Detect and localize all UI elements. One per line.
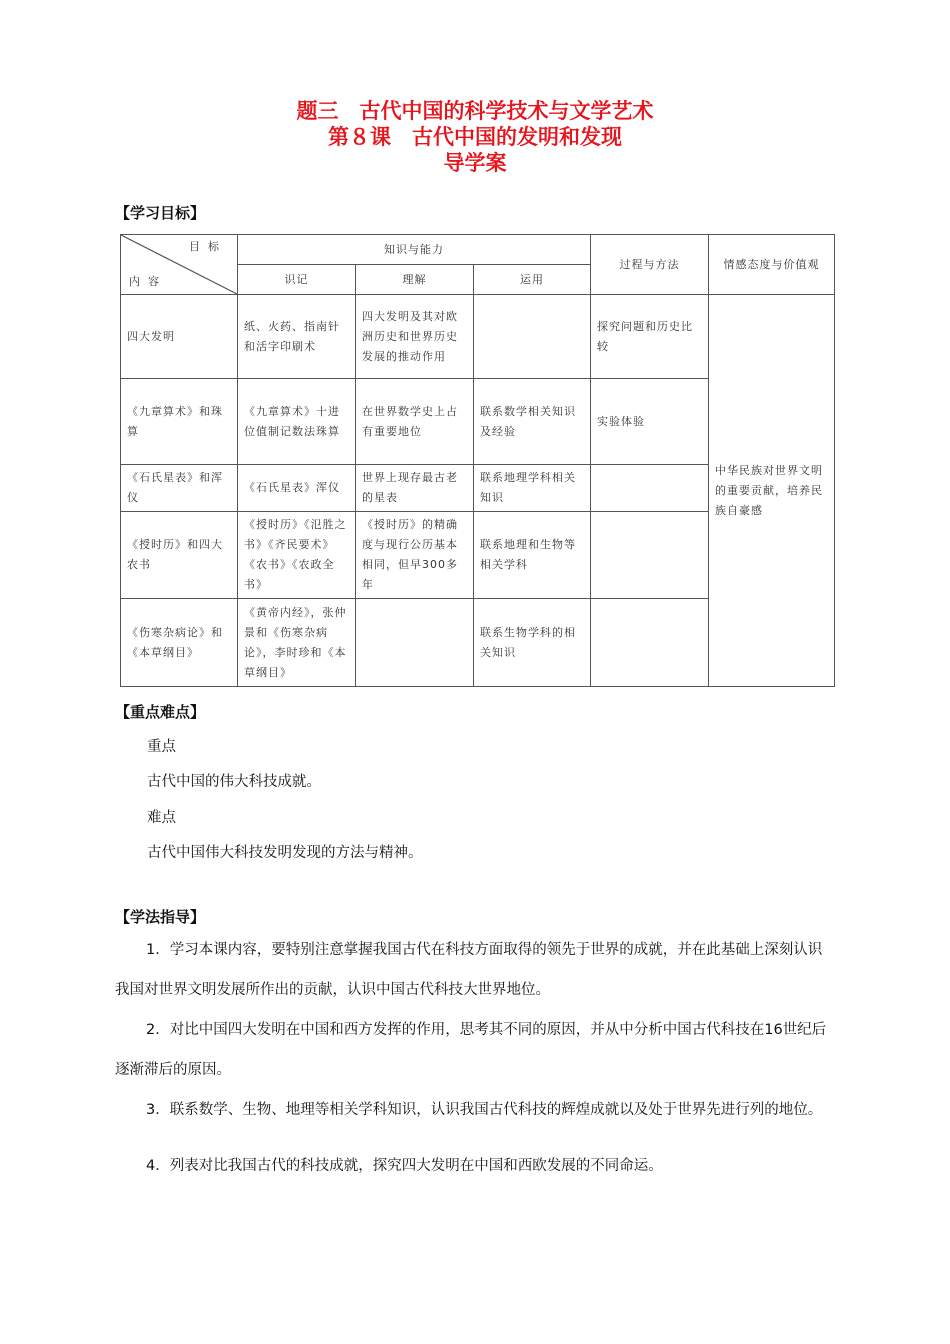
apply-cell: 联系数学相关知识及经验 (474, 379, 591, 465)
difficult-point-label: 难点 (147, 810, 176, 826)
apply-header: 运用 (474, 265, 591, 295)
table-row (121, 295, 835, 379)
apply-cell: 联系地理和生物等相关学科 (474, 512, 591, 599)
process-cell (591, 512, 709, 599)
topic-title: 题三 古代中国的科学技术与文学艺术 (296, 99, 654, 123)
process-cell (591, 599, 709, 687)
recall-cell: 《黄帝内经》，张仲景和《伤寒杂病论》，李时珍和《本草纲目》 (238, 599, 356, 687)
objectives-heading: 【学习目标】 (115, 204, 206, 222)
content-cell: 《九章算术》和珠算 (121, 379, 238, 465)
content-cell: 《授时历》和四大农书 (121, 512, 238, 599)
guidance-item: 3．联系数学、生物、地理等相关学科知识，认识我国古代科技的辉煌成就以及处于世界先进行列的地位。 (146, 1102, 823, 1118)
content-cell: 《伤寒杂病论》和《本草纲目》 (121, 599, 238, 687)
objectives-table (120, 234, 835, 687)
guidance-list (115, 930, 835, 1186)
apply-cell: 联系地理学科相关知识 (474, 465, 591, 512)
apply-cell: 联系生物学科的相关知识 (474, 599, 591, 687)
understand-cell: 四大发明及其对欧洲历史和世界历史发展的推动作用 (356, 295, 474, 379)
guidance-item: 1．学习本课内容，要特别注意掌握我国古代在科技方面取得的领先于世界的成就，并在此基础上深刻认识我国对世界文明发展所作出的贡献，认识中国古代科技大世界地位。 (115, 942, 823, 998)
emotion-cell: 中华民族对世界文明的重要贡献，培养民族自豪感 (709, 295, 835, 687)
content-cell: 《石氏星表》和浑仪 (121, 465, 238, 512)
doc-type-title: 导学案 (443, 151, 507, 175)
process-cell (591, 465, 709, 512)
recall-cell: 《九章算术》十进位值制记数法珠算 (238, 379, 356, 465)
emotion-value-header: 情感态度与价值观 (709, 235, 835, 295)
understand-cell (356, 599, 474, 687)
process-method-header: 过程与方法 (591, 235, 709, 295)
recall-cell: 《授时历》《氾胜之书》《齐民要术》《农书》《农政全书》 (238, 512, 356, 599)
guidance-item: 2．对比中国四大发明在中国和西方发挥的作用，思考其不同的原因，并从中分析中国古代科技在16世纪后逐渐滞后的原因。 (115, 1022, 827, 1078)
key-points-heading: 【重点难点】 (115, 703, 206, 721)
knowledge-ability-header: 知识与能力 (238, 235, 591, 265)
key-point-label: 重点 (147, 739, 176, 755)
recall-cell: 纸、火药、指南针和活字印刷术 (238, 295, 356, 379)
guidance-item: 4．列表对比我国古代的科技成就，探究四大发明在中国和西欧发展的不同命运。 (146, 1158, 663, 1174)
understand-cell: 《授时历》的精确度与现行公历基本相同，但早300多年 (356, 512, 474, 599)
apply-cell (474, 295, 591, 379)
method-heading: 【学法指导】 (115, 908, 206, 926)
corner-top-label: 目标 (189, 240, 227, 253)
process-cell: 探究问题和历史比较 (591, 295, 709, 379)
process-cell: 实验体验 (591, 379, 709, 465)
understand-cell: 在世界数学史上占有重要地位 (356, 379, 474, 465)
recall-cell: 《石氏星表》浑仪 (238, 465, 356, 512)
understand-header: 理解 (356, 265, 474, 295)
understand-cell: 世界上现存最古老的星表 (356, 465, 474, 512)
table-header-row (121, 235, 835, 265)
content-cell: 四大发明 (121, 295, 238, 379)
lesson-title: 第８课 古代中国的发明和发现 (328, 125, 622, 149)
recall-header: 识记 (238, 265, 356, 295)
corner-bottom-label: 内容 (129, 275, 167, 288)
difficult-point-text: 古代中国伟大科技发明发现的方法与精神。 (147, 845, 423, 861)
corner-header-cell (121, 235, 238, 295)
title-block (0, 98, 950, 176)
key-point-text: 古代中国的伟大科技成就。 (147, 774, 321, 790)
